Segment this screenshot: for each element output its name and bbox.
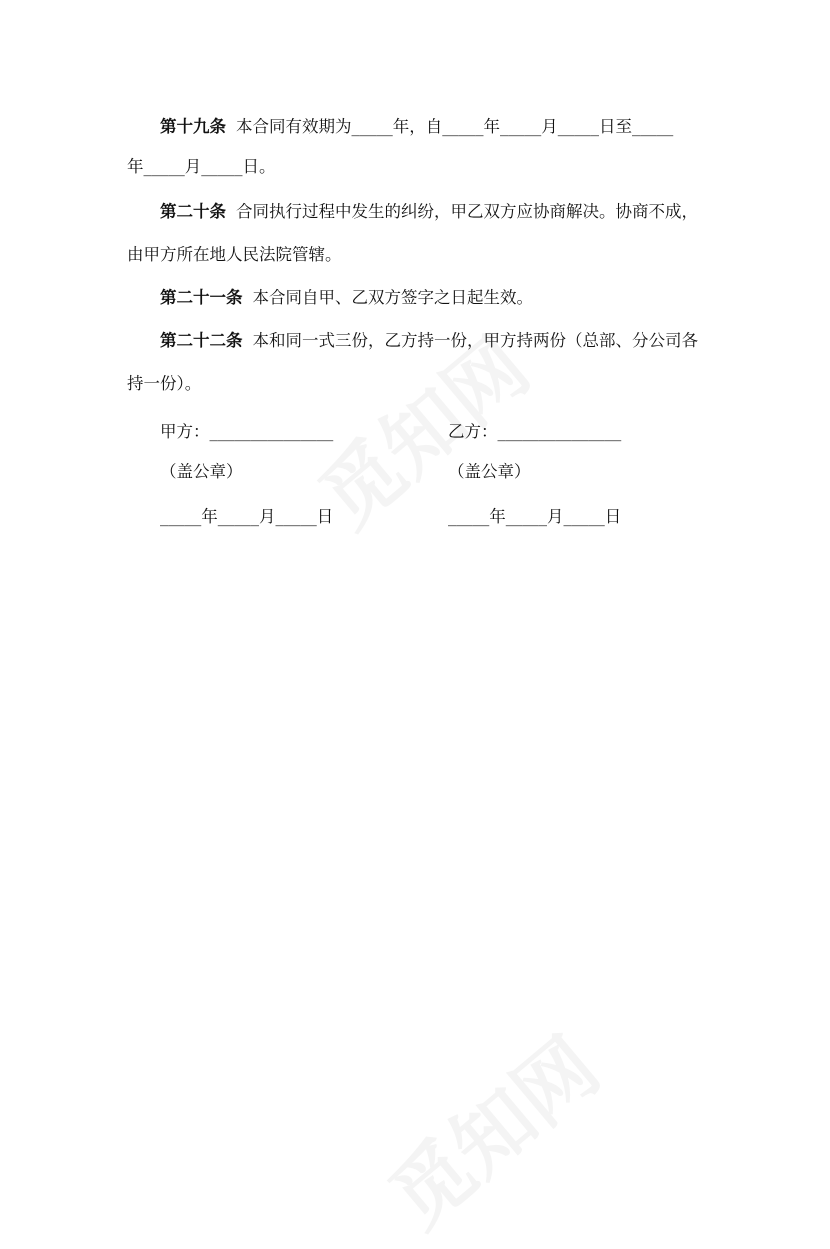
party-b-date: _____年_____月_____日 — [448, 507, 622, 526]
article-19-line-2 — [127, 157, 276, 177]
article-22-line-2 — [127, 374, 201, 394]
party-a-seal: （盖公章） — [160, 462, 243, 481]
party-b-seal: （盖公章） — [448, 462, 531, 481]
article-text: 本合同自甲、乙双方签字之日起生效。 — [252, 288, 533, 307]
article-text: 由甲方所在地人民法院管辖。 — [127, 245, 342, 264]
watermark — [361, 1006, 619, 1248]
article-number: 第十九条 — [160, 117, 226, 136]
article-number: 第二十条 — [160, 202, 226, 221]
party-b-signature-line: 乙方：_______________ — [448, 422, 622, 441]
article-text: 本和同一式三份，乙方持一份，甲方持两份（总部、分公司各 — [252, 331, 698, 350]
article-text: 合同执行过程中发生的纠纷，甲乙双方应协商解决。协商不成， — [236, 202, 698, 221]
article-number: 第二十二条 — [160, 331, 243, 350]
article-text: 本合同有效期为_____年，自_____年_____月_____日至_____ — [236, 117, 674, 136]
article-number: 第二十一条 — [160, 288, 243, 307]
article-21-line-1 — [160, 288, 533, 308]
party-a-date: _____年_____月_____日 — [160, 507, 334, 526]
article-text: 年_____月_____日。 — [127, 157, 276, 176]
article-text: 持一份）。 — [127, 374, 202, 393]
article-19-line-1 — [160, 117, 673, 137]
article-20-line-2 — [127, 245, 342, 265]
party-a-signature-line: 甲方：_______________ — [160, 422, 334, 441]
article-20-line-1 — [160, 202, 698, 222]
article-22-line-1 — [160, 331, 698, 351]
